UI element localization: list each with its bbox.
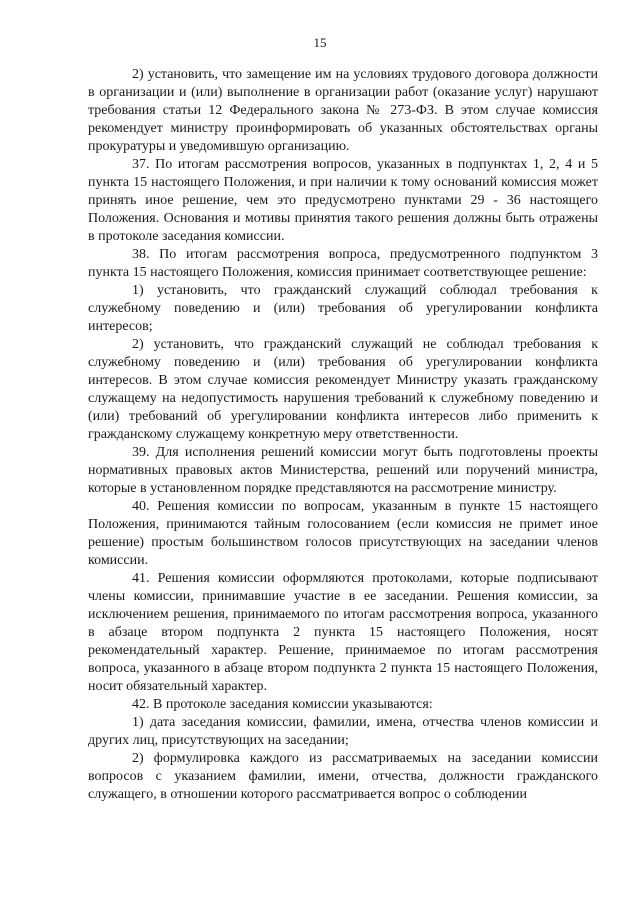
paragraph-36-2: 2) установить, что замещение им на условиях трудового договора должности в организации и (или) выполнение в организации работ (оказание услуг) нарушают требования статьи 12 Федерального закона № 273-ФЗ. В этом случае комиссия рекомендует министру проинформировать об указанных обстоятельствах органы прокуратуры и уведомившую организацию. <box>88 67 598 154</box>
paragraph-38-2: 2) установить, что гражданский служащий не соблюдал требования к служебному поведению и (или) требования об урегулировании конфликта интересов. В этом случае комиссия рекомендует Министру указать гражданскому служащему на недопустимость нарушения требований к служебному поведению и (или) требований об урегулировании конфликта интересов либо применить к гражданскому служащему конкретную меру ответственности. <box>88 337 598 442</box>
paragraph-37: 37. По итогам рассмотрения вопросов, указанных в подпунктах 1, 2, 4 и 5 пункта 15 настоящего Положения, и при наличии к тому оснований комиссия может принять иное решение, чем это предусмотрено пунктами 29 - 36 настоящего Положения. Основания и мотивы принятия такого решения должны быть отражены в протоколе заседания комиссии. <box>88 157 598 244</box>
document-body <box>88 66 598 804</box>
paragraph-39: 39. Для исполнения решений комиссии могут быть подготовлены проекты нормативных правовых актов Министерства, решений или поручений министра, которые в установленном порядке представляются на рассмотрение министру. <box>88 445 598 496</box>
paragraph-38-1: 1) установить, что гражданский служащий соблюдал требования к служебному поведению и (или) требования об урегулировании конфликта интересов; <box>88 283 598 334</box>
paragraph-42: 42. В протоколе заседания комиссии указываются: <box>132 697 433 712</box>
paragraph-42-2: 2) формулировка каждого из рассматриваемых на заседании комиссии вопросов с указанием фамилии, имени, отчества, должности гражданского служащего, в отношении которого рассматривается вопрос о соблюдении <box>88 751 598 802</box>
page-number: 15 <box>313 35 327 50</box>
paragraph-38: 38. По итогам рассмотрения вопроса, предусмотренного подпунктом 3 пункта 15 настоящего Положения, комиссия принимает соответствующее решение: <box>88 247 598 280</box>
paragraph-42-1: 1) дата заседания комиссии, фамилии, имена, отчества членов комиссии и других лиц, присутствующих на заседании; <box>88 715 598 748</box>
paragraph-41: 41. Решения комиссии оформляются протоколами, которые подписывают члены комиссии, принимавшие участие в ее заседании. Решения комиссии, за исключением решения, принимаемого по итогам рассмотрения вопроса, указанного в абзаце втором подпункта 2 пункта 15 настоящего Положения, носят рекомендательный характер. Решение, принимаемое по итогам рассмотрения вопроса, указанного в абзаце втором подпункта 2 пункта 15 настоящего Положения, носит обязательный характер. <box>88 571 598 694</box>
paragraph-40: 40. Решения комиссии по вопросам, указанным в пункте 15 настоящего Положения, принимаются тайным голосованием (если комиссия не примет иное решение) простым большинством голосов присутствующих на заседании членов комиссии. <box>88 499 598 568</box>
